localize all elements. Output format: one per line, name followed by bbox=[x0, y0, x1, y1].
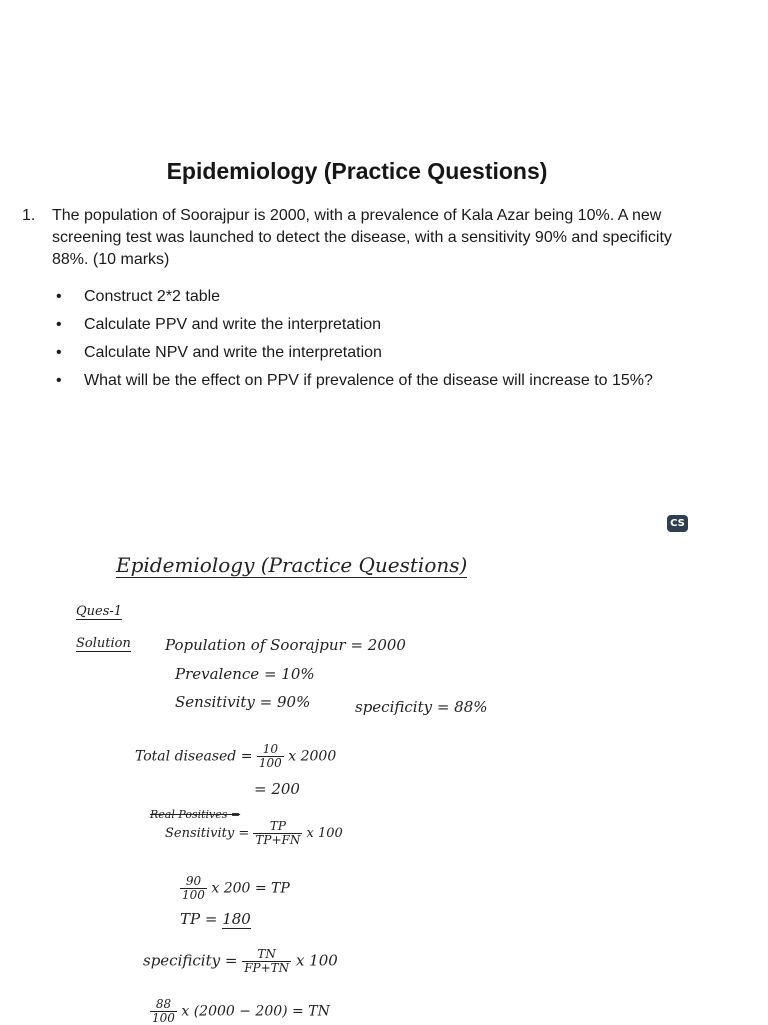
document-title: Epidemiology (Practice Questions) bbox=[166, 158, 548, 184]
ques-label: Ques-1 bbox=[76, 604, 123, 619]
question-text: The population of Soorajpur is 2000, with a prevalence of Kala Azar being 10%. A new screening test was launched to detect the disease, with a sensitivity 90% and specificity 88%. (10 marks) bbox=[52, 207, 672, 268]
bullet-icon: • bbox=[56, 288, 62, 305]
task-item: • Construct 2*2 table bbox=[56, 283, 736, 311]
question-1 bbox=[22, 205, 712, 271]
tn-fraction: $\frac{88}{100}$ bbox=[152, 997, 175, 1025]
task-item: • Calculate PPV and write the interpretation bbox=[56, 311, 736, 339]
sensitivity-formula: Sensitivity = $\frac{TP}{TP+FN}$ x 100 bbox=[165, 819, 343, 847]
question-number: 1. bbox=[22, 207, 36, 224]
printed-question-sheet bbox=[0, 0, 768, 420]
solution-label: Solution bbox=[76, 636, 131, 651]
prevalence-line: Prevalence = 10% bbox=[175, 665, 315, 683]
tp-calculation: $\frac{90}{100}$ x 200 = TP bbox=[182, 874, 290, 902]
bullet-icon: • bbox=[56, 372, 62, 389]
task-list bbox=[56, 283, 736, 395]
population-line: Population of Soorajpur = 2000 bbox=[165, 636, 406, 654]
tp-fraction: $\frac{90}{100}$ bbox=[182, 874, 205, 902]
tn-calculation: $\frac{88}{100}$ x (2000 − 200) = TN bbox=[152, 997, 330, 1025]
specificity-formula: specificity = $\frac{TN}{FP+TN}$ x 100 bbox=[143, 947, 338, 975]
total-result: = 200 bbox=[254, 780, 300, 798]
tp-result: TP = 180 bbox=[180, 910, 251, 928]
camscanner-badge: CS bbox=[667, 515, 688, 532]
total-fraction: $\frac{10}{100}$ bbox=[258, 742, 282, 770]
bullet-icon: • bbox=[56, 344, 62, 361]
total-diseased-line: Total diseased = $\frac{10}{100}$ x 2000 bbox=[135, 742, 337, 770]
task-item: • What will be the effect on PPV if prevalence of the disease will increase to 15%? bbox=[56, 367, 736, 395]
sensitivity-line: Sensitivity = 90% bbox=[175, 693, 311, 711]
struck-text: Real Positives = bbox=[150, 808, 241, 821]
sensitivity-fraction: $\frac{TP}{TP+FN}$ bbox=[255, 819, 301, 847]
bullet-icon: • bbox=[56, 316, 62, 333]
specificity-fraction: $\frac{TN}{FP+TN}$ bbox=[244, 947, 290, 975]
task-item: • Calculate NPV and write the interpretation bbox=[56, 339, 736, 367]
handwritten-title: Epidemiology (Practice Questions) bbox=[116, 553, 468, 577]
specificity-line: specificity = 88% bbox=[355, 698, 488, 716]
